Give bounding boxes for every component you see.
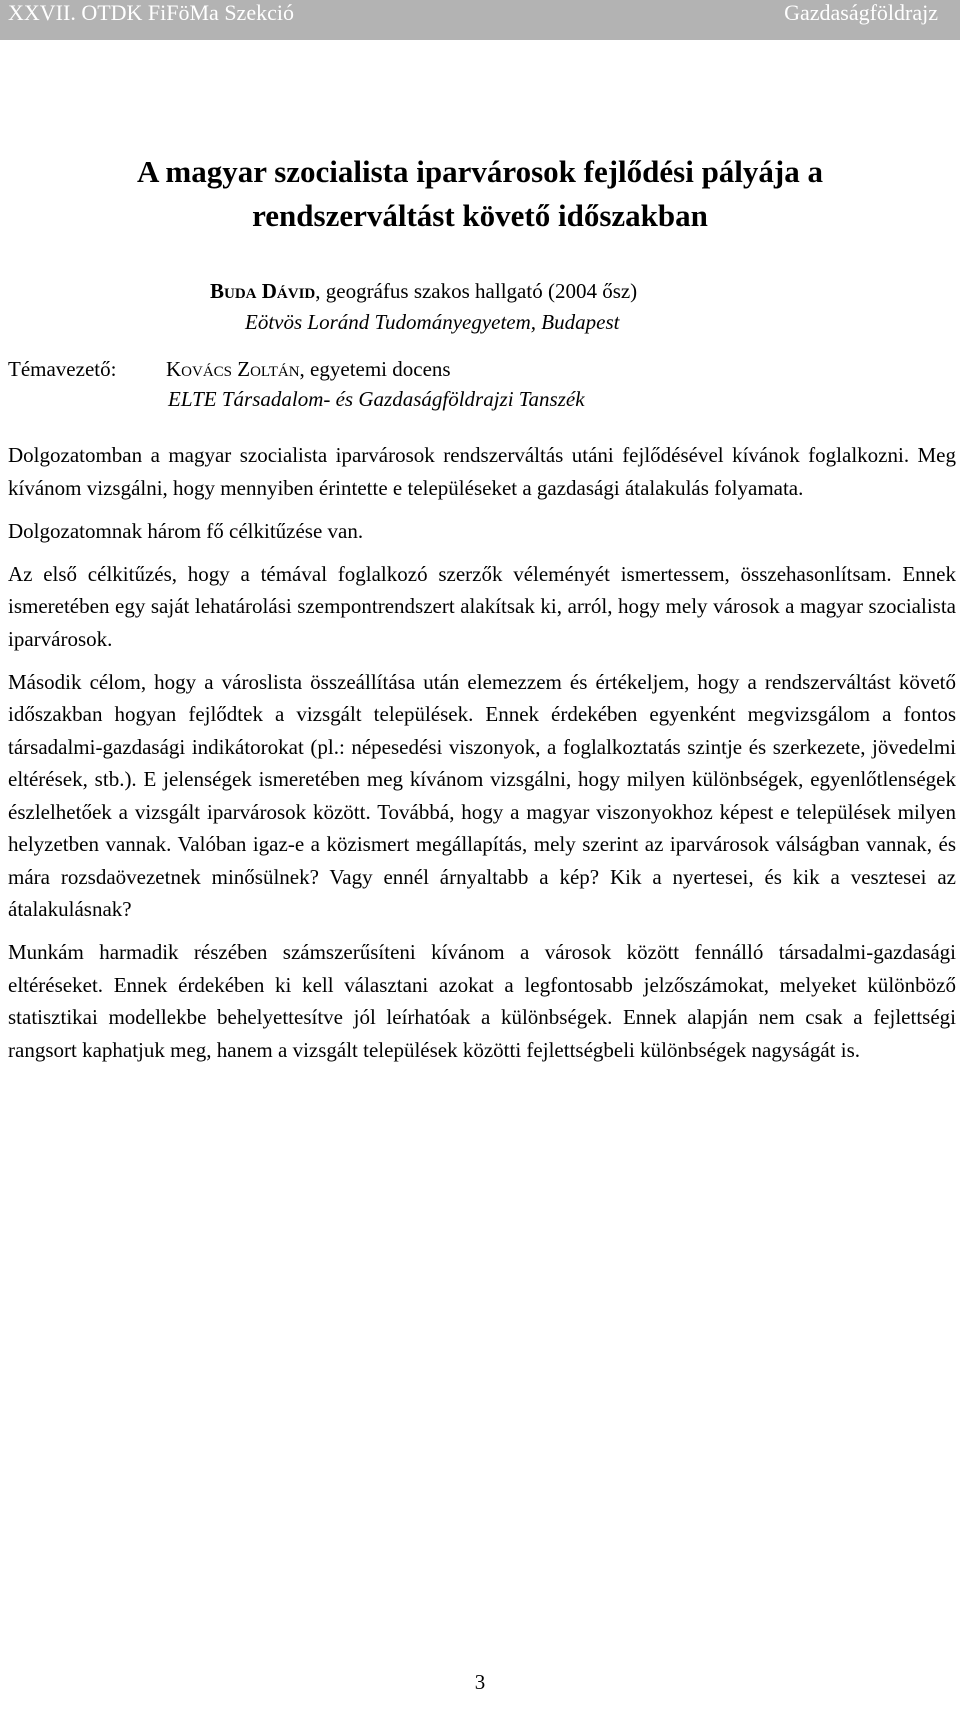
- page-number: 3: [474, 1670, 486, 1694]
- advisor-role: , egyetemi docens: [299, 357, 451, 381]
- advisor-label: Témavezető:: [8, 357, 117, 381]
- paragraph-goal-3: Munkám harmadik részében számszerűsíteni kívánom a városok között fennálló társadalmi-gazdasági eltéréseket. Ennek érdekében ki kell választani azokat a legfontosabb jelzőszámokat, melyeket különböző statisztikai modellekbe behelyettesítve jól leírhatóak a különbségek. Ennek alapján nem csak a fejlettségi rangsort kaphatjuk meg, hanem a vizsgált települések közötti fejlettségbeli különbségek nagyságát is.: [8, 940, 956, 1062]
- abstract-body: [8, 439, 956, 1077]
- author-name: Buda Dávid: [210, 279, 316, 303]
- title-line-2: rendszerváltást követő időszakban: [252, 198, 708, 233]
- paragraph-goal-2: Második célom, hogy a városlista összeállítása után elemezzem és értékeljem, hogy a rendszerváltást követő időszakban hogyan fejlődtek a vizsgált települések. Ennek érdekében egyenként megvizsgálom a fontos társadalmi-gazdasági indikátorokat (pl.: népesedési viszonyok, a foglalkoztatás szintje és szerkezete, jövedelmi eltérések, stb.). E jelenségek ismeretében meg kívánom vizsgálni, hogy milyen különbségek, egyenlőtlenségek észlelhetőek a vizsgált iparvárosok között. Továbbá, hogy a magyar viszonyokhoz képest e települések milyen helyzetben vannak. Valóban igaz-e a közismert megállapítás, mely szerint az iparvárosok válságban vannak, és mára rozsdaövezetnek minősülnek? Vagy ennél árnyaltabb a kép? Kik a nyertesei, és kik a vesztesei az átalakulásnak?: [8, 669, 956, 921]
- advisor-line: [166, 355, 451, 383]
- advisor-name: Kovács Zoltán: [166, 357, 300, 381]
- advisor-department: ELTE Társadalom- és Gazdaságföldrajzi Tanszék: [168, 387, 585, 411]
- running-header: [0, 0, 960, 40]
- paper-title: [0, 150, 960, 238]
- header-section: Gazdaságföldrajz: [784, 0, 938, 25]
- paragraph-goals: Dolgozatomnak három fő célkitűzése van.: [8, 518, 364, 543]
- paragraph-intro: Dolgozatomban a magyar szocialista iparvárosok rendszerváltás utáni fejlődésével kívánok foglalkozni. Meg kívánom vizsgálni, hogy mennyiben érintette e településeket a gazdasági átalakulás folyamata.: [8, 443, 956, 500]
- author-line: [210, 277, 637, 305]
- author-role: , geográfus szakos hallgató (2004 ősz): [315, 279, 638, 303]
- header-conference: XXVII. OTDK FiFöMa Szekció: [8, 0, 294, 25]
- paragraph-goal-1: Az első célkitűzés, hogy a témával foglalkozó szerzők véleményét ismertessem, összehasonlítsam. Ennek ismeretében egy saját lehatárolási szempontrendszert alakítsak ki, arról, hogy mely városok a magyar szocialista iparvárosok.: [8, 561, 956, 651]
- title-line-1: A magyar szocialista iparvárosok fejlődési pályája a: [137, 154, 823, 189]
- author-affiliation: Eötvös Loránd Tudományegyetem, Budapest: [245, 310, 620, 334]
